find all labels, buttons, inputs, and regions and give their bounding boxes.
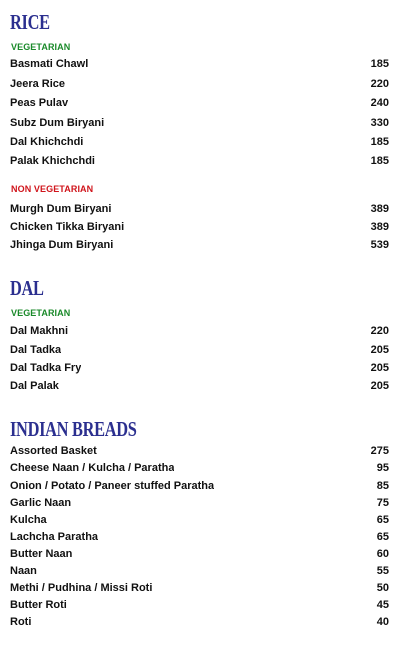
item-name: Butter Roti [10, 599, 67, 611]
item-name: Subz Dum Biryani [10, 117, 105, 129]
menu-item-rice-veg [10, 136, 389, 152]
item-name: Dal Palak [10, 380, 59, 392]
item-price: 205 [370, 380, 389, 392]
item-price: 50 [376, 582, 389, 594]
menu-item-rice-veg [10, 117, 389, 133]
item-name: Kulcha [10, 514, 47, 526]
menu-item-bread [10, 616, 389, 632]
item-name: Onion / Potato / Paneer stuffed Paratha [10, 480, 215, 492]
item-price: 185 [370, 155, 389, 167]
section-title-indian-breads: INDIAN BREADS [10, 417, 137, 441]
menu-item-rice-veg [10, 78, 389, 94]
item-name: Methi / Pudhina / Missi Roti [10, 582, 153, 594]
item-price: 75 [376, 497, 389, 509]
menu-item-dal [10, 362, 389, 378]
item-price: 60 [376, 548, 389, 560]
item-name: Jhinga Dum Biryani [10, 239, 114, 251]
item-name: Basmati Chawl [10, 58, 89, 70]
item-price: 65 [376, 531, 389, 543]
item-price: 205 [370, 344, 389, 356]
item-name: Jeera Rice [10, 78, 66, 90]
item-name: Dal Khichchdi [10, 136, 84, 148]
menu-item-rice-nonveg [10, 203, 389, 219]
menu-item-rice-veg [10, 58, 389, 74]
section-title-dal: DAL [10, 276, 44, 300]
item-name: Roti [10, 616, 32, 628]
item-price: 85 [376, 480, 389, 492]
menu-item-bread [10, 548, 389, 564]
menu-item-bread [10, 599, 389, 615]
item-price: 220 [370, 78, 389, 90]
item-name: Dal Makhni [10, 325, 69, 337]
item-price: 185 [370, 58, 389, 70]
item-name: Dal Tadka [10, 344, 62, 356]
menu-item-bread [10, 480, 389, 496]
item-name: Chicken Tikka Biryani [10, 221, 125, 233]
item-name: Butter Naan [10, 548, 73, 560]
menu-item-rice-veg [10, 155, 389, 171]
item-price: 95 [376, 462, 389, 474]
item-price: 275 [370, 445, 389, 457]
item-price: 389 [370, 203, 389, 215]
subhead-rice-non-vegetarian: NON VEGETARIAN [11, 184, 94, 194]
item-name: Lachcha Paratha [10, 531, 99, 543]
menu-item-rice-nonveg [10, 221, 389, 237]
item-name: Cheese Naan / Kulcha / Paratha [10, 462, 175, 474]
item-price: 389 [370, 221, 389, 233]
item-name: Peas Pulav [10, 97, 69, 109]
item-price: 330 [370, 117, 389, 129]
item-price: 55 [376, 565, 389, 577]
section-title-rice: RICE [10, 10, 50, 34]
item-price: 40 [376, 616, 389, 628]
item-price: 220 [370, 325, 389, 337]
menu-item-bread [10, 565, 389, 581]
item-name: Garlic Naan [10, 497, 72, 509]
menu-item-bread [10, 514, 389, 530]
item-name: Dal Tadka Fry [10, 362, 82, 374]
menu-item-bread [10, 531, 389, 547]
item-name: Naan [10, 565, 37, 577]
menu-item-rice-nonveg [10, 239, 389, 255]
subhead-rice-vegetarian: VEGETARIAN [11, 42, 71, 52]
item-price: 65 [376, 514, 389, 526]
menu-item-dal [10, 344, 389, 360]
item-price: 539 [370, 239, 389, 251]
menu-item-bread [10, 582, 389, 598]
menu-item-dal [10, 325, 389, 341]
item-price: 240 [370, 97, 389, 109]
item-name: Assorted Basket [10, 445, 97, 457]
item-price: 45 [376, 599, 389, 611]
menu-item-bread [10, 445, 389, 461]
menu-item-dal [10, 380, 389, 396]
item-price: 205 [370, 362, 389, 374]
menu-item-rice-veg [10, 97, 389, 113]
item-name: Palak Khichchdi [10, 155, 95, 167]
menu-item-bread [10, 497, 389, 513]
item-name: Murgh Dum Biryani [10, 203, 112, 215]
subhead-dal-vegetarian: VEGETARIAN [11, 308, 71, 318]
item-price: 185 [370, 136, 389, 148]
menu-item-bread [10, 462, 389, 478]
